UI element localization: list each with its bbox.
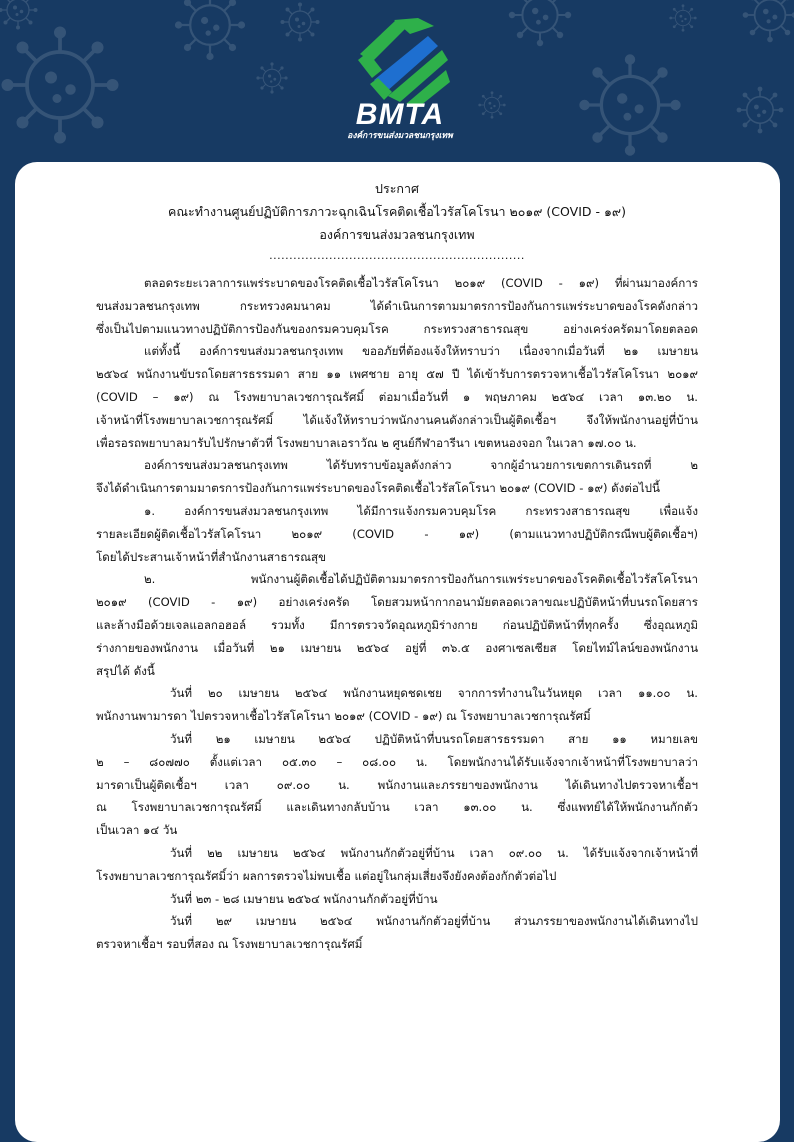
timeline-line: ๒ – ๘๐๗๗๐ ตั้งแต่เวลา ๐๕.๓๐ – ๐๘.๐๐ น. โดยพนักงานได้รับแจ้งจากเจ้าหน้าที่โรงพยาบาลว่า — [96, 754, 698, 769]
timeline-line: โรงพยาบาลเวชการุณรัศมิ์ว่า ผลการตรวจไม่พบเชื้อ แต่อยู่ในกลุ่มเสี่ยงจึงยังคงต้องกักตัวต่อไป — [96, 868, 557, 883]
organization-title: องค์การขนส่งมวลชนกรุงเทพ — [319, 227, 475, 242]
timeline-line: วันที่ ๒๑ เมษายน ๒๕๖๔ ปฏิบัติหน้าที่บนรถโดยสารธรรมดา สาย ๑๑ หมายเลข — [170, 731, 698, 746]
body-line: แต่ทั้งนี้ องค์การขนส่งมวลชนกรุงเทพ ขออภัยที่ต้องแจ้งให้ทราบว่า เนื่องจากเมื่อวันที่ ๒๑ เมษายน — [144, 344, 698, 359]
body-line: และล้างมือด้วยเจลแอลกอฮอล์ รวมทั้ง มีการตรวจวัดอุณหภูมิร่างกาย ก่อนปฏิบัติหน้าที่ทุกครั้ง ซึ่งอุณหภูมิ — [96, 617, 698, 632]
bmta-logo-emblem — [358, 18, 450, 106]
logo-abbreviation: BMTA — [355, 98, 445, 131]
body-line: ร่างกายของพนักงาน เมื่อวันที่ ๒๑ เมษายน ๒๕๖๔ อยู่ที่ ๓๖.๕ องศาเซลเซียส โดยไทม์ไลน์ของพนักงาน — [96, 640, 698, 655]
announcement-label: ประกาศ — [375, 181, 419, 196]
committee-title: คณะทำงานศูนย์ปฏิบัติการภาวะฉุกเฉินโรคติดเชื้อไวรัสโคโรนา ๒๐๑๙ (COVID - ๑๙) — [168, 204, 626, 219]
body-line: รายละเอียดผู้ติดเชื้อไวรัสโคโรนา ๒๐๑๙ (COVID - ๑๙) (ตามแนวทางปฏิบัติกรณีพบผู้ติดเชื้อฯ) — [96, 526, 698, 541]
logo-text — [330, 100, 470, 142]
body-line: ซึ่งเป็นไปตามแนวทางปฏิบัติการป้องกันของกรมควบคุมโรค กระทรวงสาธารณสุข อย่างเคร่งครัดมาโดยตลอด — [96, 321, 698, 336]
body-line: องค์การขนส่งมวลชนกรุงเทพ ได้รับทราบข้อมูลดังกล่าว จากผู้อำนวยการเขตการเดินรถที่ ๒ — [144, 458, 698, 473]
body-line: ตลอดระยะเวลาการแพร่ระบาดของโรคติดเชื้อไวรัสโคโรนา ๒๐๑๙ (COVID - ๑๙) ที่ผ่านมาองค์การ — [144, 276, 698, 290]
body-line: ๒๕๖๔ พนักงานขับรถโดยสารธรรมดา สาย ๑๑ เพศชาย อายุ ๕๗ ปี ได้เข้ารับการตรวจหาเชื้อไวรัสโคโรนา ๒๐๑๙ — [96, 367, 698, 382]
timeline-line: วันที่ ๒๐ เมษายน ๒๕๖๔ พนักงานหยุดชดเชย จากการทำงานในวันหยุด เวลา ๑๑.๐๐ น. — [170, 686, 698, 701]
header-separator: ................................................................ — [269, 249, 525, 262]
timeline-line: เป็นเวลา ๑๔ วัน — [96, 823, 178, 838]
body-line: ขนส่งมวลชนกรุงเทพ กระทรวงคมนาคม ได้ดำเนินการตามมาตรการป้องกันการแพร่ระบาดของโรคดังกล่าว — [96, 298, 698, 313]
body-line: ๒. พนักงานผู้ติดเชื้อได้ปฏิบัติตามมาตรการป้องกันการแพร่ระบาดของโรคติดเชื้อไวรัสโคโรนา — [144, 572, 698, 587]
body-line: เจ้าหน้าที่โรงพยาบาลเวชการุณรัศมิ์ ได้แจ้งให้ทราบว่าพนักงานคนดังกล่าวเป็นผู้ติดเชื้อฯ จึงให้พนักงานอยู่ที่บ้าน — [96, 412, 698, 427]
body-line: จึงได้ดำเนินการตามมาตรการป้องกันการแพร่ระบาดของโรคติดเชื้อไวรัสโคโรนา ๒๐๑๙ (COVID - ๑๙) ดังต่อไปนี้ — [96, 481, 660, 496]
timeline-line: วันที่ ๒๓ - ๒๘ เมษายน ๒๕๖๔ พนักงานกักตัวอยู่ที่บ้าน — [170, 891, 438, 906]
body-line: โดยได้ประสานเจ้าหน้าที่สำนักงานสาธารณสุข — [96, 549, 327, 564]
announcement-document — [96, 177, 698, 956]
timeline-line: พนักงานพามารดา ไปตรวจหาเชื้อไวรัสโคโรนา ๒๐๑๙ (COVID - ๑๙) ณ โรงพยาบาลเวชการุณรัศมิ์ — [96, 709, 591, 724]
timeline-line: ตรวจหาเชื้อฯ รอบที่สอง ณ โรงพยาบาลเวชการุณรัศมิ์ — [96, 937, 363, 952]
body-line: (COVID – ๑๙) ณ โรงพยาบาลเวชการุณรัศมิ์ ต่อมาเมื่อวันที่ ๑ พฤษภาคม ๒๕๖๔ เวลา ๑๓.๒๐ น. — [96, 389, 698, 404]
logo-org-name: องค์การขนส่งมวลชนกรุงเทพ — [347, 131, 453, 141]
timeline-line: มารดาเป็นผู้ติดเชื้อฯ เวลา ๐๙.๐๐ น. พนักงานและภรรยาของพนักงาน ได้เดินทางไปตรวจหาเชื้อฯ — [96, 777, 698, 792]
body-line: ๒๐๑๙ (COVID - ๑๙) อย่างเคร่งครัด โดยสวมหน้ากากอนามัยตลอดเวลาขณะปฏิบัติหน้าที่บนรถโดยสาร — [96, 595, 698, 610]
body-line: ๑. องค์การขนส่งมวลชนกรุงเทพ ได้มีการแจ้งกรมควบคุมโรค กระทรวงสาธารณสุข เพื่อแจ้ง — [144, 503, 698, 518]
timeline-line: ณ โรงพยาบาลเวชการุณรัศมิ์ และเดินทางกลับบ้าน เวลา ๑๓.๐๐ น. ซึ่งแพทย์ได้ให้พนักงานกักตัว — [96, 800, 698, 815]
body-line: เพื่อรอรถพยาบาลมารับไปรักษาตัวที่ โรงพยาบาลเอราวัณ ๒ ศูนย์กีฬาอารีนา เขตหนองจอก ในเวลา ๑๗.๐๐ น. — [96, 435, 637, 450]
timeline-line: วันที่ ๒๒ เมษายน ๒๕๖๔ พนักงานกักตัวอยู่ที่บ้าน เวลา ๐๙.๐๐ น. ได้รับแจ้งจากเจ้าหน้าที่ — [170, 845, 698, 860]
timeline-line: วันที่ ๒๙ เมษายน ๒๕๖๔ พนักงานกักตัวอยู่ที่บ้าน ส่วนภรรยาของพนักงานได้เดินทางไป — [170, 914, 698, 929]
body-line: สรุปได้ ดังนี้ — [96, 663, 155, 678]
